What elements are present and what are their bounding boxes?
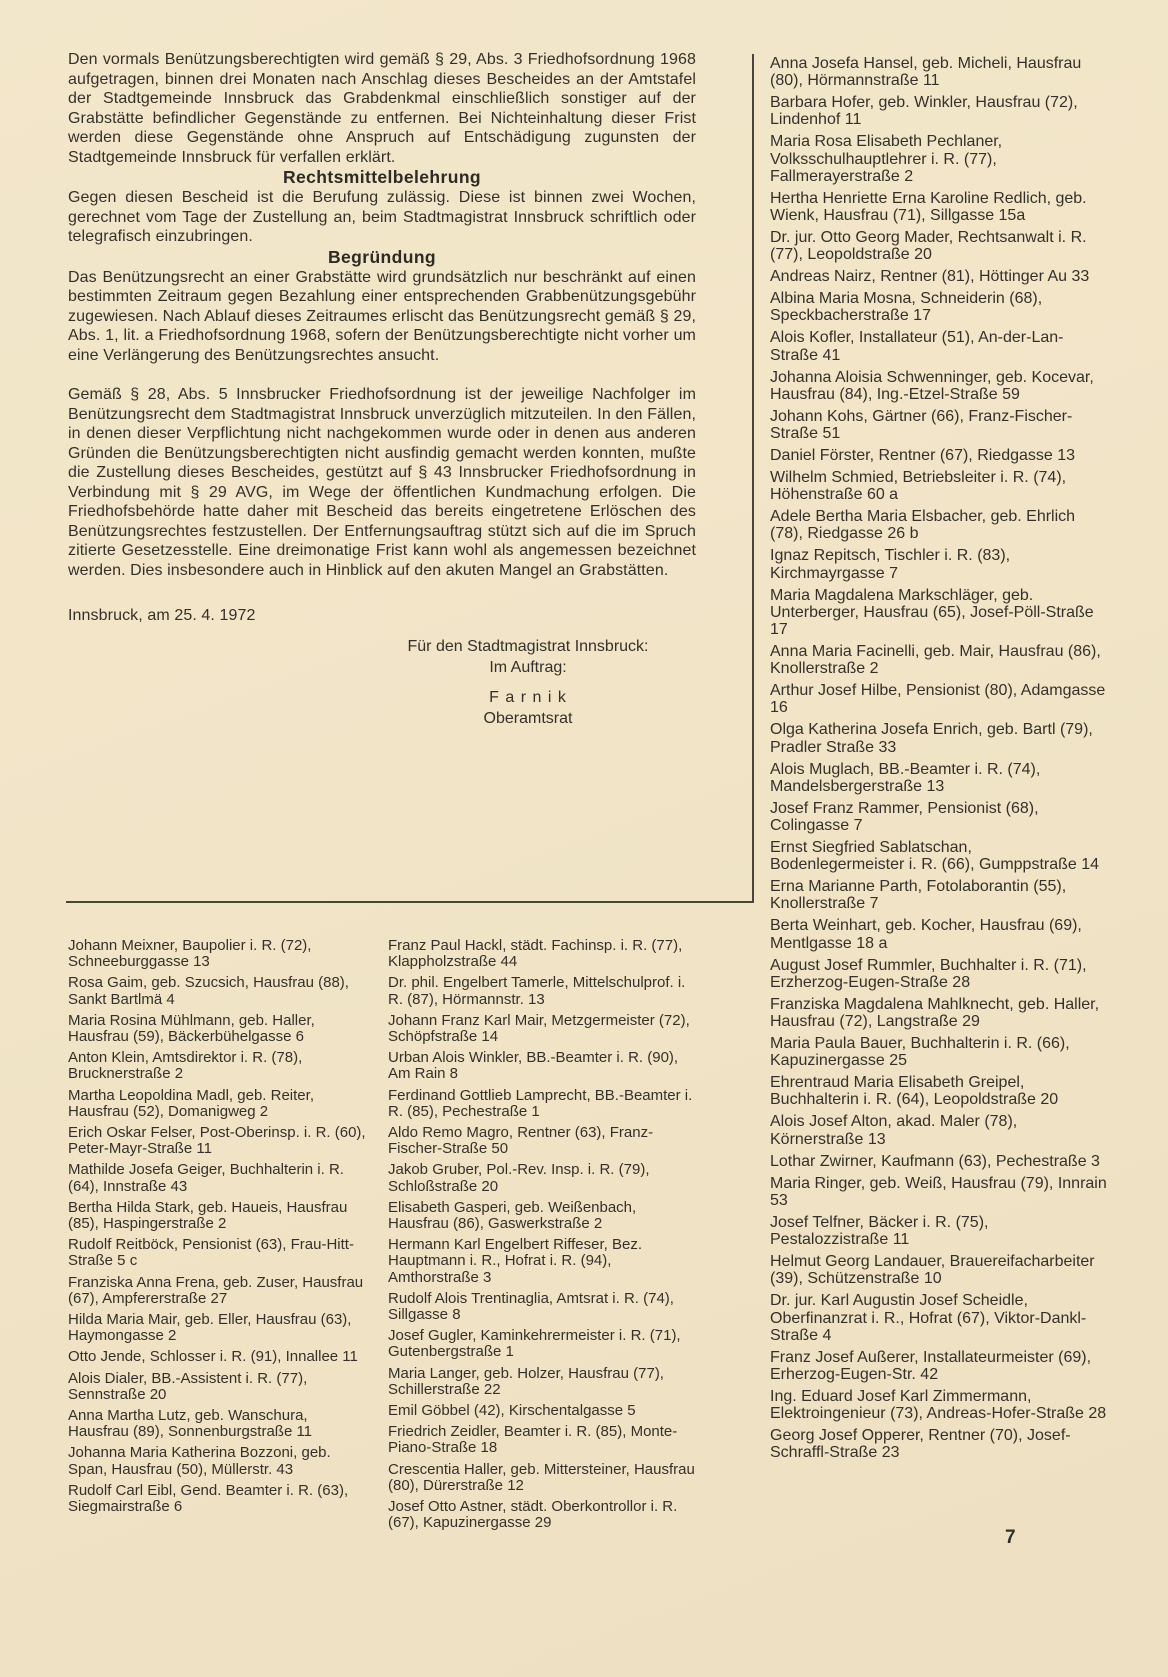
deceased-entry: Urban Alois Winkler, BB.-Beamter i. R. (90), Am Rain 8	[388, 1049, 679, 1083]
begruendung-heading: Begründung	[327, 246, 436, 267]
deceased-entry: Jakob Gruber, Pol.-Rev. Insp. i. R. (79), Schloßstraße 20	[388, 1161, 650, 1195]
deceased-entry: Crescentia Haller, geb. Mittersteiner, Hausfrau (80), Dürerstraße 12	[388, 1460, 695, 1494]
deceased-entry: Ferdinand Gottlieb Lamprecht, BB.-Beamter i. R. (85), Pechestraße 1	[388, 1086, 693, 1120]
deceased-entry: Elisabeth Gasperi, geb. Weißenbach, Hausfrau (86), Gaswerkstraße 2	[388, 1198, 637, 1233]
signature-on-behalf-line: Im Auftrag:	[489, 658, 567, 676]
vertical-column-divider	[752, 54, 754, 902]
begruendung-paragraph-1: Das Benützungsrecht an einer Grabstätte wird grundsätzlich nur beschränkt auf einen bestimmten Zeitraum gegen Bezahlung einer entsprechenden Grabbenützungsgebühr zugewiesen. Nach Ablauf dieses Zeitraumes erlischt das Benützungsrecht gemäß § 29, Abs. 1, lit. a Friedhofsordnung 1968, sofern der Benützungsberechtigte nicht vorher um eine Verlängerung des Benützungsrechtes ansucht.	[68, 268, 696, 364]
deceased-entry: Franz Paul Hackl, städt. Fachinsp. i. R. (77), Klappholzstraße 44	[388, 937, 683, 971]
deceased-entry: Emil Göbbel (42), Kirschentalgasse 5	[388, 1402, 636, 1420]
deceased-entry: Maria Magdalena Markschläger, geb. Unterberger, Hausfrau (65), Josef-Pöll-Straße 17	[770, 586, 1094, 639]
deceased-entry: Otto Jende, Schlosser i. R. (91), Innallee 11	[68, 1348, 358, 1366]
deceased-entry: Anna Josefa Hansel, geb. Micheli, Hausfrau (80), Hörmannstraße 11	[770, 55, 1082, 90]
deceased-entry: Hertha Henriette Erna Karoline Redlich, geb. Wienk, Hausfrau (71), Sillgasse 15a	[770, 189, 1087, 225]
signature-name: F a r n i k	[489, 688, 567, 706]
deceased-entry: Maria Paula Bauer, Buchhalterin i. R. (66), Kapuzinergasse 25	[770, 1035, 1070, 1070]
decision-block	[68, 50, 696, 729]
deceased-entry: Ernst Siegfried Sablatschan, Bodenlegermeister i. R. (66), Gumppstraße 14	[770, 839, 1100, 874]
deceased-entry: Maria Rosa Elisabeth Pechlaner, Volksschulhauptlehrer i. R. (77), Fallmerayerstraße 2	[770, 133, 1003, 185]
deceased-entry: Johanna Maria Katherina Bozzoni, geb. Span, Hausfrau (50), Müllerstr. 43	[68, 1444, 331, 1478]
intro-paragraph: Den vormals Benützungsberechtigten wird gemäß § 29, Abs. 3 Friedhofsordnung 1968 aufgetragen, binnen drei Monaten nach Anschlag dieses Bescheides an der Amtstafel der Stadtgemeinde Innsbruck das Grabdenkmal einschließlich sonstiger auf der Grabstätte befindlicher Gegenstände zu entfernen. Bei Nichteinhaltung dieser Frist werden diese Gegenstände ohne Anspruch auf Entschädigung zugunsten der Stadtgemeinde Innsbruck für verfallen erklärt.	[68, 51, 696, 166]
deceased-column-left	[68, 938, 368, 1520]
signature-block	[368, 636, 688, 729]
deceased-entry: Maria Langer, geb. Holzer, Hausfrau (77), Schillerstraße 22	[388, 1364, 664, 1398]
deceased-column-middle	[388, 938, 698, 1537]
page-number: 7	[1005, 1527, 1016, 1548]
deceased-entry: Rudolf Reitböck, Pensionist (63), Frau-Hitt-Straße 5 c	[68, 1236, 354, 1270]
deceased-entry: Anna Martha Lutz, geb. Wanschura, Hausfrau (89), Sonnenburgstraße 11	[68, 1407, 313, 1441]
deceased-entry: Johann Meixner, Baupolier i. R. (72), Schneeburggasse 13	[68, 937, 312, 971]
deceased-entry: Berta Weinhart, geb. Kocher, Hausfrau (69), Mentlgasse 18 a	[770, 917, 1082, 952]
deceased-column-right	[770, 55, 1108, 1466]
deceased-entry: Johann Kohs, Gärtner (66), Franz-Fischer-Straße 51	[770, 407, 1073, 443]
deceased-entry: Hilda Maria Mair, geb. Eller, Hausfrau (63), Haymongasse 2	[68, 1311, 352, 1345]
deceased-entry: Aldo Remo Magro, Rentner (63), Franz-Fischer-Straße 50	[388, 1124, 654, 1158]
deceased-entry: Helmut Georg Landauer, Brauereifacharbeiter (39), Schützenstraße 10	[770, 1253, 1095, 1288]
dateline: Innsbruck, am 25. 4. 1972	[68, 607, 256, 624]
deceased-entry: Lothar Zwirner, Kaufmann (63), Pechestraße 3	[770, 1152, 1100, 1170]
deceased-entry: Olga Katherina Josefa Enrich, geb. Bartl (79), Pradler Straße 33	[770, 721, 1093, 756]
deceased-entry: Alois Kofler, Installateur (51), An-der-Lan-Straße 41	[770, 329, 1064, 364]
deceased-entry: Barbara Hofer, geb. Winkler, Hausfrau (72), Lindenhof 11	[770, 94, 1078, 129]
deceased-entry: Rudolf Carl Eibl, Gend. Beamter i. R. (63), Siegmairstraße 6	[68, 1481, 349, 1516]
deceased-entry: Daniel Förster, Rentner (67), Riedgasse 13	[770, 447, 1076, 465]
deceased-entry: Dr. phil. Engelbert Tamerle, Mittelschulprof. i. R. (87), Hörmannstr. 13	[388, 974, 686, 1008]
deceased-entry: Georg Josef Opperer, Rentner (70), Josef-Schraffl-Straße 23	[770, 1427, 1071, 1462]
deceased-entry: Josef Gugler, Kaminkehrermeister i. R. (71), Gutenbergstraße 1	[388, 1327, 681, 1361]
horizontal-section-rule	[66, 901, 754, 903]
deceased-entry: August Josef Rummler, Buchhalter i. R. (71), Erzherzog-Eugen-Straße 28	[770, 956, 1087, 991]
deceased-entry: Arthur Josef Hilbe, Pensionist (80), Adamgasse 16	[770, 682, 1106, 717]
signature-authority-line: Für den Stadtmagistrat Innsbruck:	[407, 637, 649, 655]
deceased-entry: Alois Dialer, BB.-Assistent i. R. (77), Sennstraße 20	[68, 1369, 308, 1403]
deceased-entry: Alois Josef Alton, akad. Maler (78), Körnerstraße 13	[770, 1113, 1018, 1148]
deceased-entry: Erich Oskar Felser, Post-Oberinsp. i. R. (60), Peter-Mayr-Straße 11	[68, 1124, 366, 1158]
deceased-entry: Anton Klein, Amtsdirektor i. R. (78), Brucknerstraße 2	[68, 1049, 303, 1083]
deceased-entry: Josef Telfner, Bäcker i. R. (75), Pestalozzistraße 11	[770, 1213, 989, 1249]
rechtsmittelbelehrung-heading: Rechtsmittelbelehrung	[282, 167, 481, 187]
deceased-entry: Albina Maria Mosna, Schneiderin (68), Speckbacherstraße 17	[770, 290, 1043, 325]
rechtsmittelbelehrung-paragraph: Gegen diesen Bescheid ist die Berufung zulässig. Diese ist binnen zwei Wochen, gerechnet vom Tage der Zustellung an, beim Stadtmagistrat Innsbruck schriftlich oder telegrafisch einzubringen.	[68, 189, 696, 245]
deceased-entry: Andreas Nairz, Rentner (81), Höttinger Au 33	[770, 268, 1090, 286]
deceased-entry: Johanna Aloisia Schwenninger, geb. Kocevar, Hausfrau (84), Ing.-Etzel-Straße 59	[770, 368, 1094, 403]
deceased-entry: Josef Franz Rammer, Pensionist (68), Colingasse 7	[770, 799, 1039, 835]
deceased-entry: Hermann Karl Engelbert Riffeser, Bez. Hauptmann i. R., Hofrat i. R. (94), Amthorstraße 3	[388, 1236, 643, 1286]
deceased-entry: Erna Marianne Parth, Fotolaborantin (55), Knollerstraße 7	[770, 878, 1067, 913]
deceased-entry: Bertha Hilda Stark, geb. Haueis, Hausfrau (85), Haspingerstraße 2	[68, 1198, 348, 1233]
deceased-entry: Dr. jur. Karl Augustin Josef Scheidle, Oberfinanzrat i. R., Hofrat (67), Viktor-Dankl-Straße 4	[770, 1292, 1087, 1344]
deceased-entry: Wilhelm Schmied, Betriebsleiter i. R. (74), Höhenstraße 60 a	[770, 469, 1067, 504]
deceased-entry: Franziska Anna Frena, geb. Zuser, Hausfrau (67), Ampfererstraße 27	[68, 1273, 364, 1307]
begruendung-paragraph-2: Gemäß § 28, Abs. 5 Innsbrucker Friedhofsordnung ist der jeweilige Nachfolger im Benützungsrecht dem Stadtmagistrat Innsbruck unverzüglich mitzuteilen. In den Fällen, in denen dieser Verpflichtung nicht nachgekommen wurde oder in denen aus anderen Gründen die Benützungsberechtigten nicht ausfindig gemacht werden konnten, mußte die Zustellung dieses Bescheides, gestützt auf § 43 Innsbrucker Friedhofsordnung in Verbindung mit § 29 AVG, im Wege der öffentlichen Kundmachung erfolgen. Die Friedhofsbehörde hatte daher mit Bescheid das bereits eingetretene Erlöschen des Benützungsrechtes festzustellen. Der Entfernungsauftrag stützt sich auf die im Spruch zitierte Gesetzesstelle. Eine dreimonatige Frist kann wohl als angemessen bezeichnet werden. Dies insbesondere auch in Hinblick auf den akuten Mangel an Grabstätten.	[68, 386, 696, 579]
deceased-entry: Dr. jur. Otto Georg Mader, Rechtsanwalt i. R. (77), Leopoldstraße 20	[770, 229, 1087, 264]
deceased-entry: Maria Rosina Mühlmann, geb. Haller, Hausfrau (59), Bäckerbühelgasse 6	[68, 1011, 315, 1046]
deceased-entry: Rudolf Alois Trentinaglia, Amtsrat i. R. (74), Sillgasse 8	[388, 1289, 674, 1324]
deceased-entry: Mathilde Josefa Geiger, Buchhalterin i. R. (64), Innstraße 43	[68, 1161, 344, 1195]
deceased-entry: Ehrentraud Maria Elisabeth Greipel, Buchhalterin i. R. (64), Leopoldstraße 20	[770, 1074, 1059, 1109]
deceased-entry: Josef Otto Astner, städt. Oberkontrollor i. R. (67), Kapuzinergasse 29	[388, 1498, 678, 1532]
deceased-entry: Martha Leopoldina Madl, geb. Reiter, Hausfrau (52), Domanigweg 2	[68, 1086, 314, 1120]
deceased-entry: Maria Ringer, geb. Weiß, Hausfrau (79), Innrain 53	[770, 1174, 1107, 1209]
deceased-entry: Rosa Gaim, geb. Szucsich, Hausfrau (88), Sankt Bartlmä 4	[68, 974, 349, 1008]
signature-title: Oberamtsrat	[483, 709, 573, 727]
deceased-entry: Franz Josef Außerer, Installateurmeister (69), Erherzog-Eugen-Str. 42	[770, 1348, 1092, 1383]
deceased-entry: Friedrich Zeidler, Beamter i. R. (85), Monte-Piano-Straße 18	[388, 1423, 678, 1457]
deceased-entry: Franziska Magdalena Mahlknecht, geb. Haller, Hausfrau (72), Langstraße 29	[770, 995, 1100, 1031]
deceased-entry: Anna Maria Facinelli, geb. Mair, Hausfrau (86), Knollerstraße 2	[770, 643, 1101, 678]
deceased-entry: Ignaz Repitsch, Tischler i. R. (83), Kirchmayrgasse 7	[770, 547, 1011, 582]
deceased-entry: Ing. Eduard Josef Karl Zimmermann, Elektroingenieur (73), Andreas-Hofer-Straße 28	[770, 1387, 1107, 1423]
deceased-entry: Adele Bertha Maria Elsbacher, geb. Ehrlich (78), Riedgasse 26 b	[770, 508, 1076, 543]
deceased-entry: Alois Muglach, BB.-Beamter i. R. (74), Mandelsbergerstraße 13	[770, 760, 1041, 795]
deceased-entry: Johann Franz Karl Mair, Metzgermeister (72), Schöpfstraße 14	[388, 1011, 690, 1046]
